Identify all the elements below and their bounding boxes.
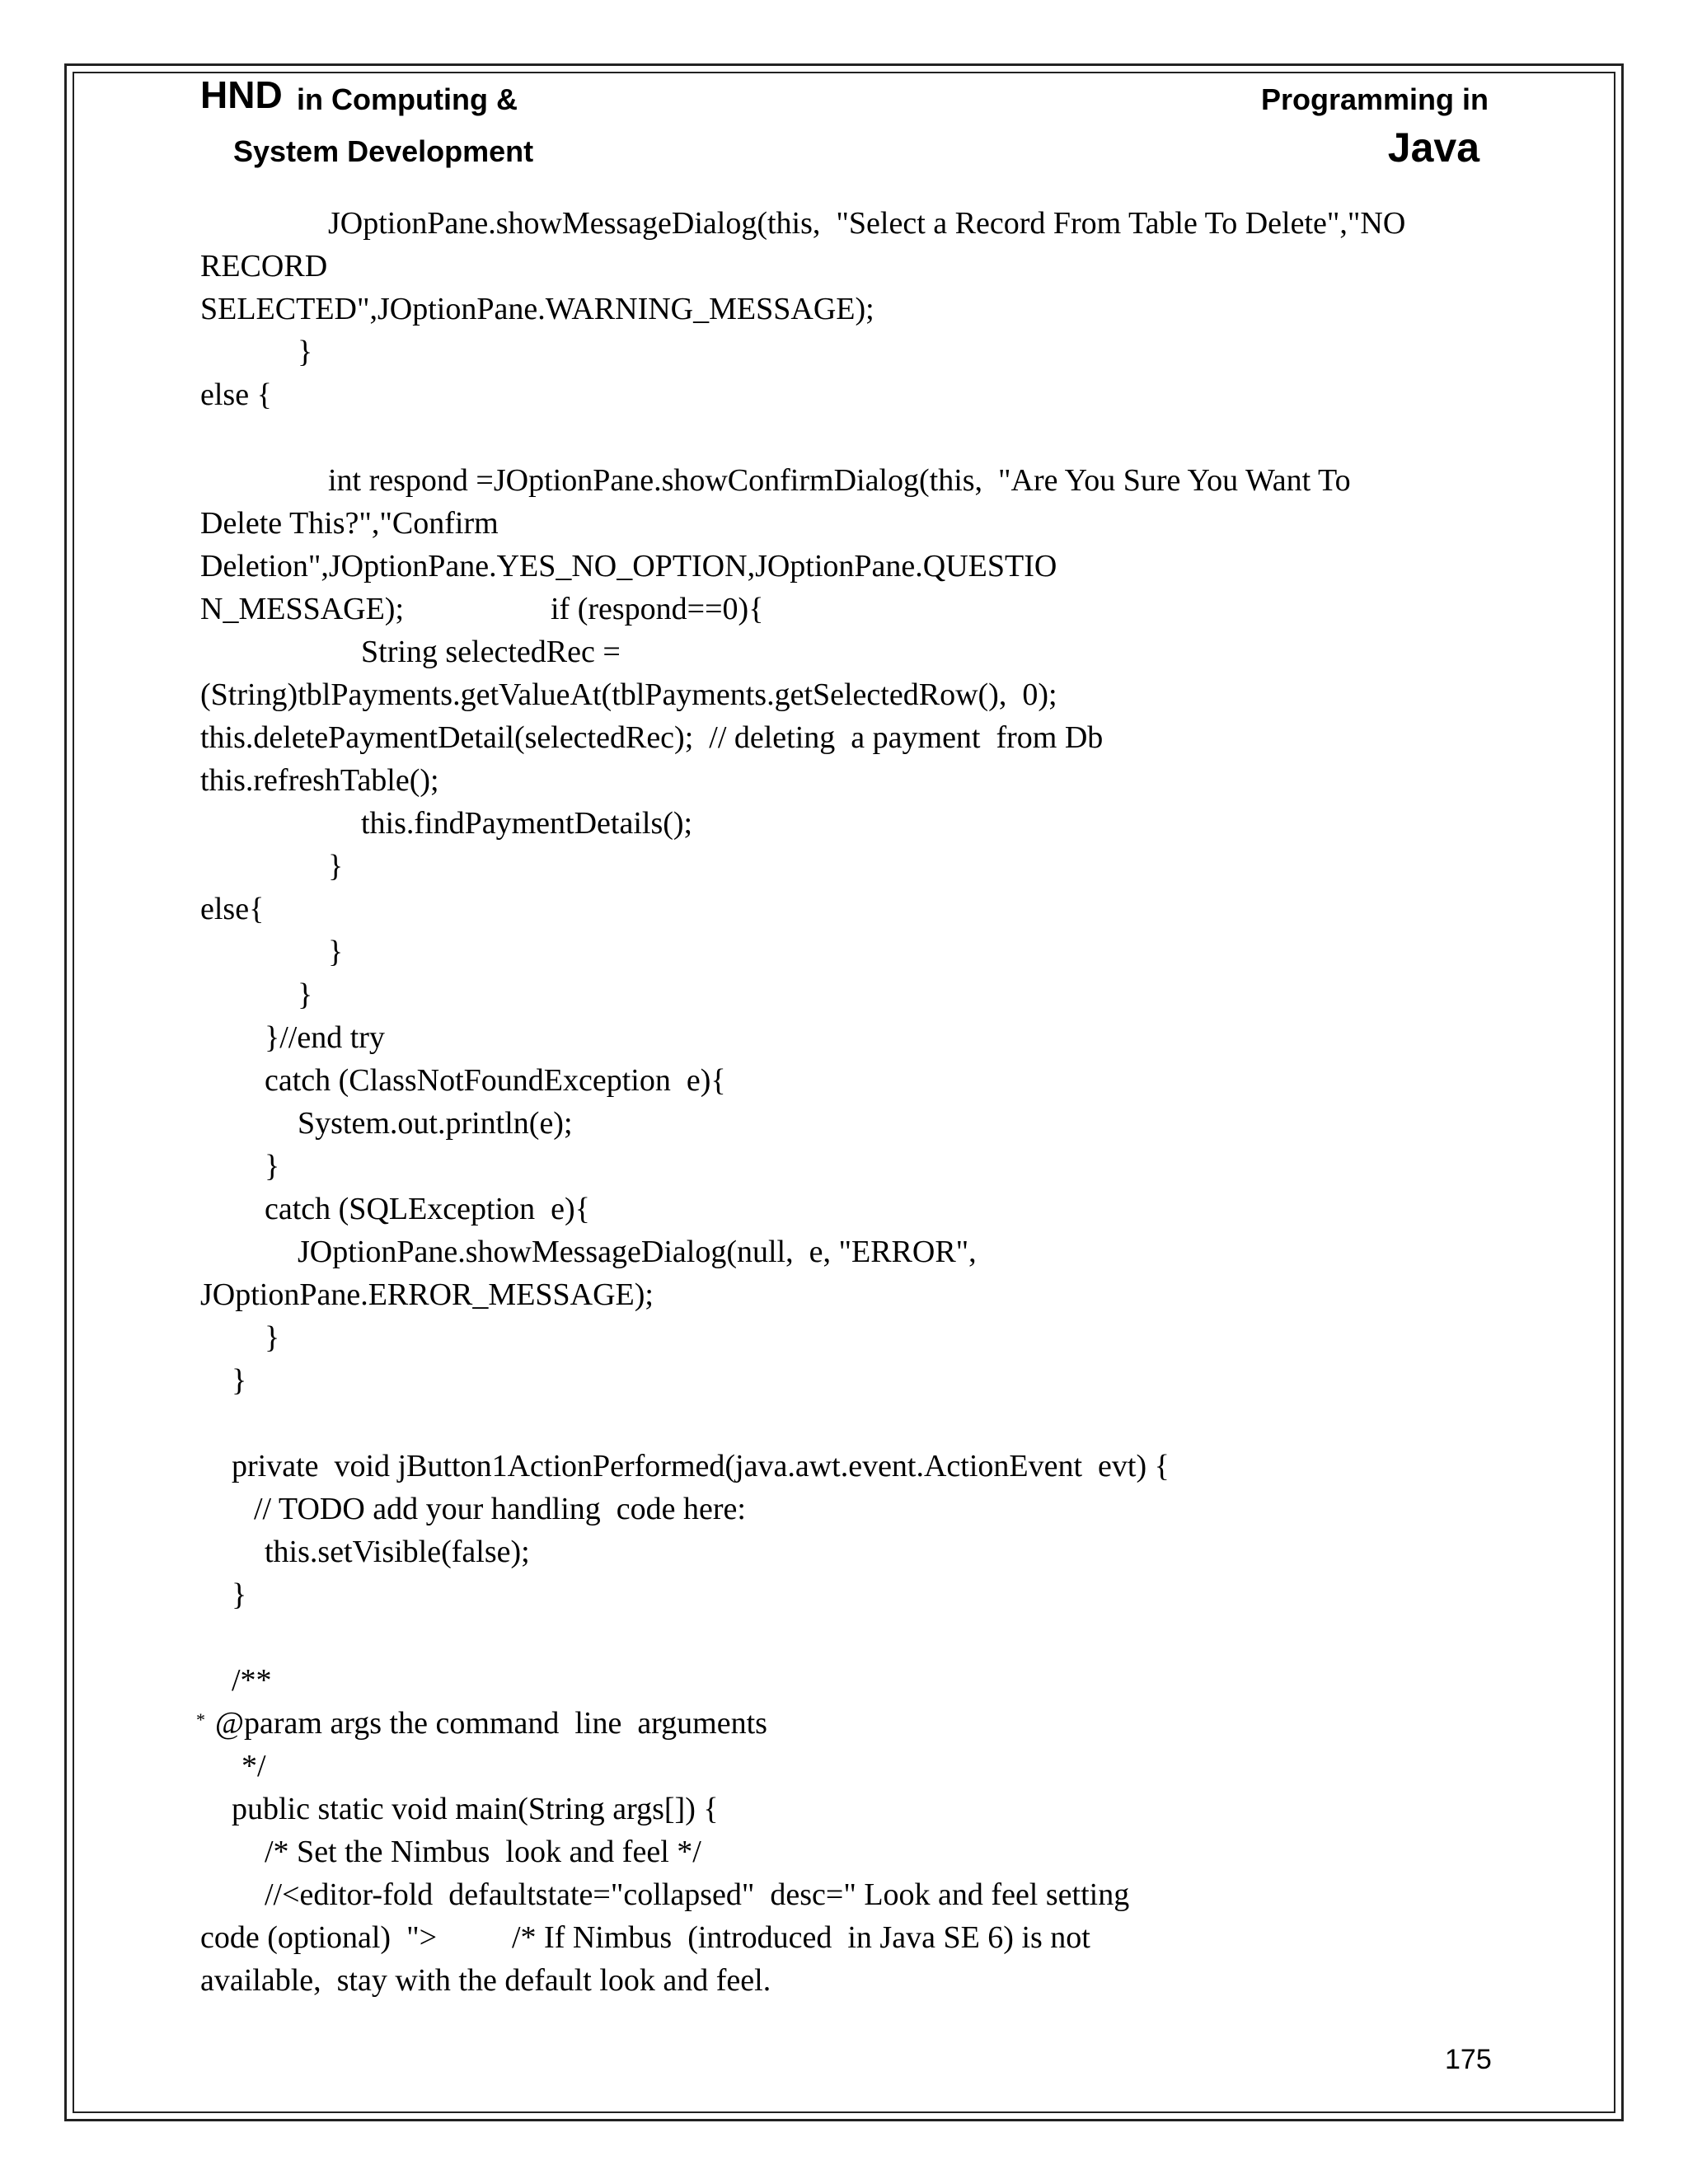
code-line: this.deletePaymentDetail(selectedRec); // deleting a payment from Db (200, 720, 1104, 755)
code-line: SELECTED",JOptionPane.WARNING_MESSAGE); (200, 292, 874, 326)
code-line: JOptionPane.ERROR_MESSAGE); (200, 1277, 654, 1312)
code-line: // TODO add your handling code here: (254, 1492, 746, 1526)
page-number: 175 (1445, 2044, 1492, 2075)
header-course-line2: System Development (233, 134, 534, 168)
code-line: else { (200, 377, 272, 412)
code-line: JOptionPane.showMessageDialog(this, "Select a Record From Table To Delete","NO (328, 206, 1406, 241)
code-line: N_MESSAGE); (200, 592, 405, 626)
header-subject-line1: Programming in (1260, 82, 1489, 116)
code-line: } (232, 1363, 247, 1398)
code-line-inline: /* If Nimbus (introduced in Java SE 6) is not (512, 1920, 1090, 1955)
code-line-inline: if (respond==0){ (551, 592, 764, 626)
code-line: private void jButton1ActionPerformed(java.awt.event.ActionEvent evt) { (232, 1449, 1170, 1483)
code-line: Deletion",JOptionPane.YES_NO_OPTION,JOptionPane.QUESTIO (200, 549, 1057, 583)
code-line: RECORD (200, 249, 328, 284)
code-line: System.out.println(e); (298, 1106, 573, 1141)
code-line: JOptionPane.showMessageDialog(null, e, "ERROR", (298, 1235, 977, 1269)
code-line: } (328, 849, 344, 883)
code-line: /* Set the Nimbus look and feel */ (265, 1835, 701, 1869)
code-line: */ (241, 1749, 266, 1783)
code-line: this.refreshTable(); (200, 763, 439, 798)
code-line: }//end try (265, 1020, 385, 1055)
code-line: available, stay with the default look and feel. (200, 1963, 771, 1998)
code-line: Delete This?","Confirm (200, 506, 499, 541)
code-line: } (265, 1149, 280, 1183)
header-subject-line2: Java (1387, 124, 1479, 171)
code-line: } (265, 1320, 280, 1355)
code-line: //<editor-fold defaultstate="collapsed" desc=" Look and feel setting (265, 1877, 1130, 1912)
bullet-asterisk: * (196, 1709, 205, 1730)
code-line: } (232, 1577, 247, 1612)
code-line: this.findPaymentDetails(); (361, 806, 693, 841)
code-line: } (298, 977, 313, 1012)
code-line: /** (232, 1663, 272, 1698)
code-line: String selectedRec = (361, 635, 621, 669)
code-line: int respond =JOptionPane.showConfirmDialog(this, "Are You Sure You Want To (328, 463, 1351, 498)
code-line: else{ (200, 892, 265, 926)
code-line: catch (SQLException e){ (265, 1192, 590, 1226)
code-line: (String)tblPayments.getValueAt(tblPayments.getSelectedRow(), 0); (200, 677, 1057, 712)
code-line: } (298, 335, 313, 369)
code-line: } (328, 935, 344, 969)
header-hnd: HND (200, 73, 283, 116)
code-line: @param args the command line arguments (215, 1706, 767, 1741)
header-course-line1: in Computing & (297, 82, 518, 116)
code-line: this.setVisible(false); (265, 1535, 530, 1569)
code-line: public static void main(String args[]) { (232, 1792, 719, 1826)
code-line: catch (ClassNotFoundException e){ (265, 1063, 726, 1098)
code-line: code (optional) "> (200, 1920, 438, 1955)
